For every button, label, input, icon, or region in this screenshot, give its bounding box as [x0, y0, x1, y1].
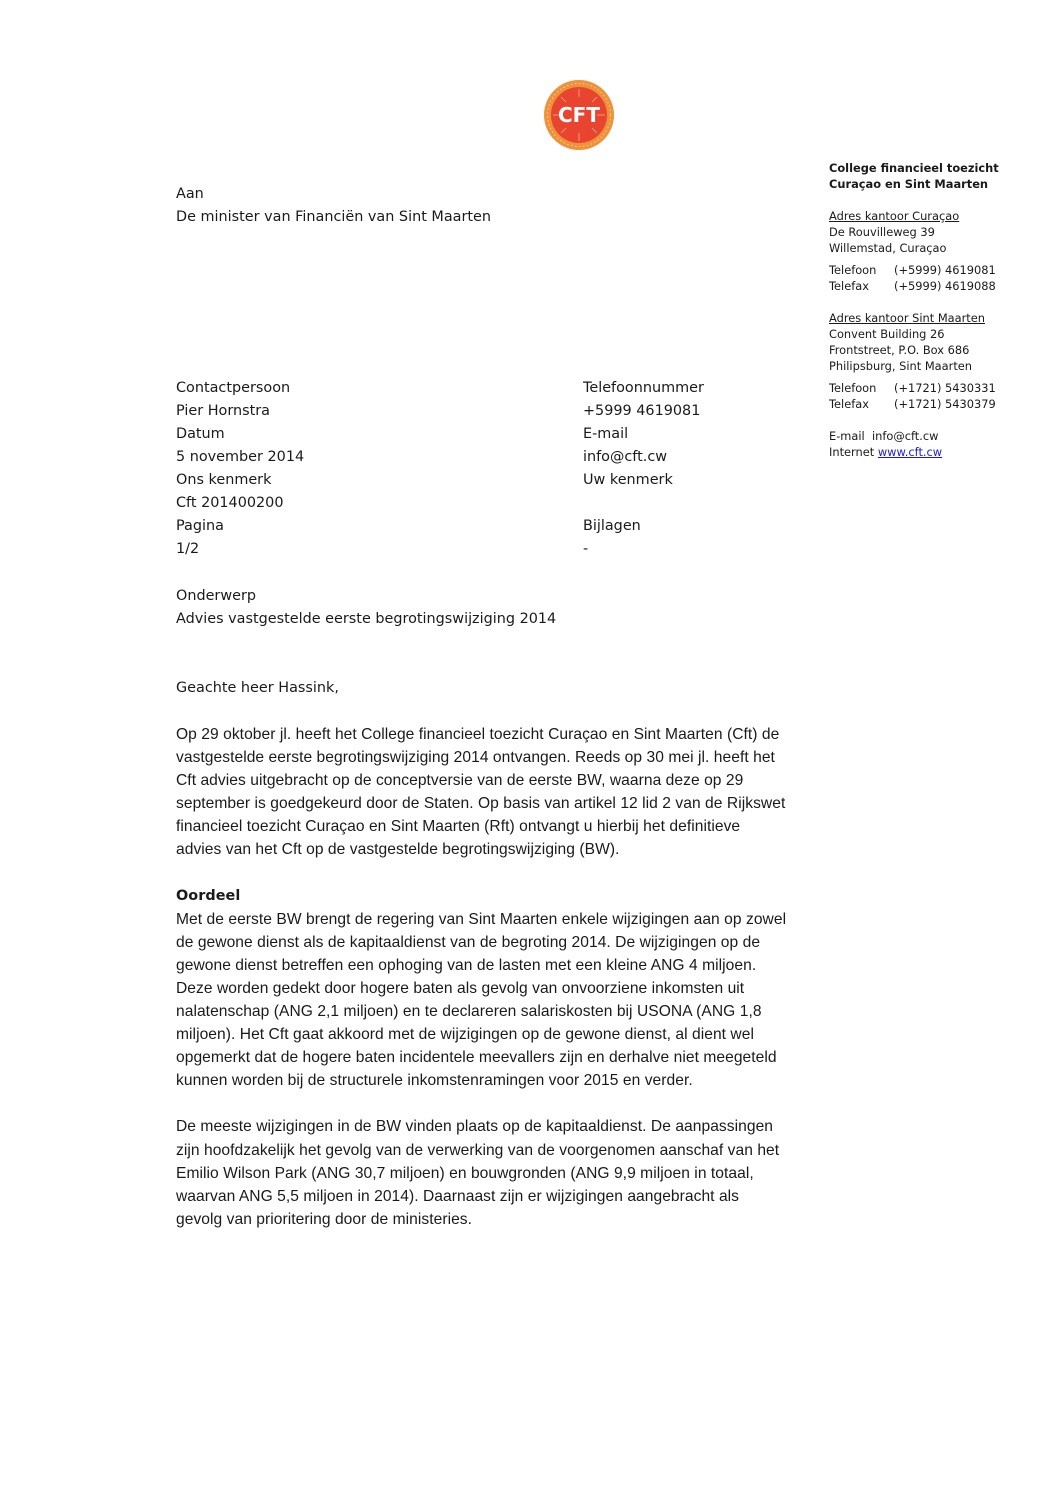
phone-value: (+1721) 5430331 [894, 381, 996, 395]
meta-row [176, 377, 736, 400]
meta-row [176, 538, 736, 561]
addressee-block [176, 183, 491, 229]
email-label: E-mail [583, 426, 629, 442]
attachments-label: Bijlagen [583, 518, 641, 534]
office-curacao-street: De Rouvilleweg 39 [829, 225, 935, 239]
meta-row [176, 400, 736, 423]
subject-label: Onderwerp [176, 588, 257, 604]
email-label: E-mail [829, 429, 865, 443]
meta-row [176, 423, 736, 446]
text-line: nalatenschap (ANG 2,1 miljoen) en te declareren salariskosten bij USONA (ANG 1,8 [176, 1003, 762, 1021]
office-curacao-fax [829, 278, 1049, 294]
email-value: info@cft.cw [583, 449, 668, 465]
phone-value: +5999 4619081 [583, 403, 701, 419]
letter-body [176, 723, 896, 1254]
org-name-line2: Curaçao en Sint Maarten [829, 177, 989, 191]
phone-label: Telefoon [829, 263, 877, 277]
text-line: Op 29 oktober jl. heeft het College financieel toezicht Curaçao en Sint Maarten (Cft) de [176, 726, 780, 743]
office-sxm-city: Philipsburg, Sint Maarten [829, 359, 973, 373]
text-line: Emilio Wilson Park (ANG 30,7 miljoen) en bouwgronden (ANG 9,9 miljoen in totaal, [176, 1164, 754, 1182]
text-line: financieel toezicht Curaçao en Sint Maarten (Rft) ontvangt u hierbij het definitieve [176, 818, 741, 836]
meta-row [176, 469, 736, 492]
attachments-value: - [583, 541, 589, 557]
date-value: 5 november 2014 [176, 449, 305, 465]
office-sxm-street: Frontstreet, P.O. Box 686 [829, 343, 970, 357]
our-reference-label: Ons kenmerk [176, 472, 272, 488]
text-line: september is goedgekeurd door de Staten. Op basis van artikel 12 lid 2 van de Rijkswet [176, 795, 786, 813]
cft-logo [541, 79, 617, 151]
office-curacao-heading: Adres kantoor Curaçao [829, 209, 960, 223]
sender-details [829, 160, 1049, 460]
subject-value: Advies vastgestelde eerste begrotingswijziging 2014 [176, 611, 557, 627]
page-value: 1/2 [176, 541, 200, 557]
text-line: Met de eerste BW brengt de regering van Sint Maarten enkele wijzigingen aan op zowel [176, 910, 787, 928]
office-sxm-phone [829, 380, 1049, 396]
meta-row [176, 492, 736, 515]
subject-block [176, 585, 556, 631]
fax-value: (+1721) 5430379 [894, 397, 996, 411]
meta-row [176, 446, 736, 469]
phone-label: Telefoon [829, 381, 877, 395]
fax-label: Telefax [829, 397, 869, 411]
text-line: waarvan ANG 5,5 miljoen in 2014). Daarnaast zijn er wijzigingen aangebracht als [176, 1187, 740, 1205]
text-line: advies van het Cft op de vastgestelde begrotingswijziging (BW). [176, 841, 620, 859]
text-line: vastgestelde eerste begrotingswijziging 2014 ontvangen. Reeds op 30 mei jl. heeft het [176, 749, 775, 767]
internet-label: Internet [829, 445, 875, 459]
website-link[interactable]: www.cft.cw [877, 445, 943, 459]
date-label: Datum [176, 426, 225, 442]
text-line: De meeste wijzigingen in de BW vinden plaats op de kapitaaldienst. De aanpassingen [176, 1118, 774, 1136]
text-line: zijn hoofdzakelijk het gevolg van de verwerking van de voorgenomen aanschaf van het [176, 1141, 780, 1159]
text-line: opgemerkt dat de hogere baten incidentele meevallers zijn en derhalve niet meegeteld [176, 1049, 777, 1067]
addressee-label: Aan [176, 186, 204, 202]
cft-seal-icon [541, 79, 617, 151]
paragraph-intro [176, 723, 896, 862]
fax-label: Telefax [829, 279, 869, 293]
letter-metadata [176, 377, 736, 561]
text-line: kunnen worden bij de structurele inkomstenramingen voor 2015 en verder. [176, 1072, 693, 1090]
office-curacao-phone [829, 262, 1049, 278]
contact-label: Contactpersoon [176, 380, 291, 396]
addressee-value: De minister van Financiën van Sint Maarten [176, 209, 491, 225]
text-line: gewone dienst betreffen een ophoging van de lasten met een kleine ANG 4 miljoen. [176, 956, 757, 974]
text-line: miljoen). Het Cft gaat akkoord met de wijzigingen op de gewone dienst, al dient wel [176, 1026, 754, 1044]
logo-text: CFT [558, 103, 600, 127]
section-heading-oordeel: Oordeel [176, 887, 241, 904]
phone-label: Telefoonnummer [583, 380, 704, 396]
org-name-line1: College financieel toezicht [829, 161, 999, 175]
text-line: Cft advies uitgebracht op de conceptversie van de eerste BW, waarna deze op 29 [176, 772, 744, 790]
our-reference-value: Cft 201400200 [176, 495, 284, 511]
text-line: de gewone dienst als de kapitaaldienst van de begroting 2014. De wijzigingen op de [176, 933, 761, 951]
your-reference-label: Uw kenmerk [583, 472, 673, 488]
office-sxm-building: Convent Building 26 [829, 327, 945, 341]
fax-value: (+5999) 4619088 [894, 279, 996, 293]
office-sxm-heading: Adres kantoor Sint Maarten [829, 311, 985, 325]
meta-row [176, 515, 736, 538]
office-curacao-city: Willemstad, Curaçao [829, 241, 947, 255]
salutation: Geachte heer Hassink, [176, 680, 339, 696]
phone-value: (+5999) 4619081 [894, 263, 996, 277]
contact-value: Pier Hornstra [176, 403, 270, 419]
office-sxm-fax [829, 396, 1049, 412]
page-label: Pagina [176, 518, 224, 534]
email-value: info@cft.cw [871, 429, 939, 443]
internet-line [829, 444, 1049, 460]
text-line: Deze worden gedekt door hogere baten als gevolg van onvoorziene inkomsten uit [176, 979, 745, 997]
email-line [829, 428, 1049, 444]
paragraph-oordeel [176, 908, 896, 1093]
paragraph-kapitaaldienst [176, 1115, 896, 1230]
text-line: gevolg van prioritering door de ministeries. [176, 1210, 473, 1228]
